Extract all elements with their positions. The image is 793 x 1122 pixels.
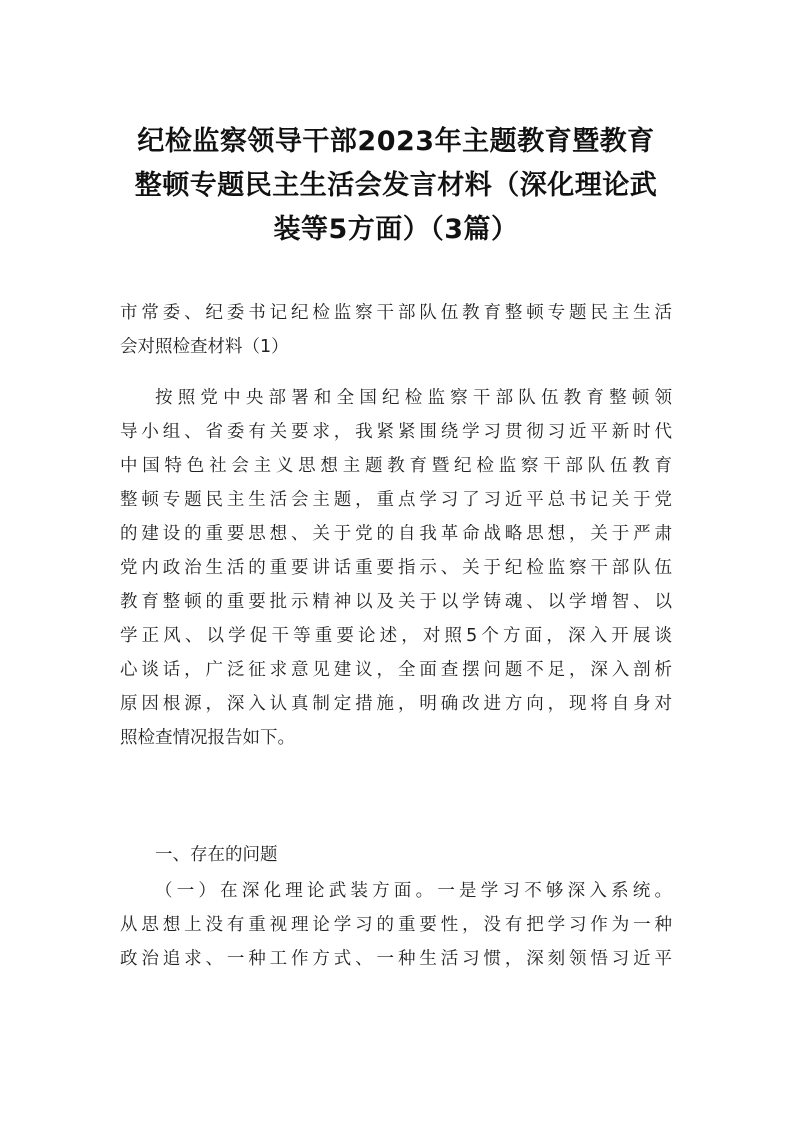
paragraph-1-line: 党内政治生活的重要讲话重要指示、关于纪检监察干部队伍	[120, 558, 672, 578]
paragraph-1-line: 按照党中央部署和全国纪检监察干部队伍教育整顿领	[155, 388, 672, 408]
subtitle-line-1: 市常委、纪委书记纪检监察干部队伍教育整顿专题民主生活	[120, 303, 672, 323]
paragraph-1-line: 心谈话，广泛征求意见建议，全面查摆问题不足，深入剖析	[120, 660, 672, 680]
paragraph-2-line: （一）在深化理论武装方面。一是学习不够深入系统。	[155, 881, 672, 901]
title-line-2: 整顿专题民主生活会发言材料（深化理论武	[134, 170, 658, 201]
paragraph-1-line: 中国特色社会主义思想主题教育暨纪检监察干部队伍教育	[120, 456, 672, 476]
subtitle	[120, 296, 672, 364]
subtitle-line-2: 会对照检查材料（1）	[120, 337, 289, 357]
title-line-1: 纪检监察领导干部2023年主题教育暨教育	[137, 126, 655, 157]
paragraph-1-line: 照检查情况报告如下。	[120, 728, 295, 748]
paragraph-2	[120, 874, 672, 976]
paragraph-1-line: 的建设的重要思想、关于党的自我革命战略思想，关于严肃	[120, 524, 672, 544]
paragraph-1	[120, 381, 672, 755]
paragraph-1-line: 教育整顿的重要批示精神以及关于以学铸魂、以学增智、以	[120, 592, 672, 612]
paragraph-1-line: 整顿专题民主生活会主题，重点学习了习近平总书记关于党	[120, 490, 672, 510]
paragraph-2-line: 从思想上没有重视理论学习的重要性，没有把学习作为一种	[120, 915, 672, 935]
section-heading-block	[120, 838, 672, 872]
paragraph-1-line: 导小组、省委有关要求，我紧紧围绕学习贯彻习近平新时代	[120, 422, 672, 442]
title-line-3: 装等5方面）（3篇）	[273, 214, 519, 245]
paragraph-1-line: 原因根源，深入认真制定措施，明确改进方向，现将自身对	[120, 694, 672, 714]
section-heading: 一、存在的问题	[155, 845, 278, 865]
paragraph-2-line: 政治追求、一种工作方式、一种生活习惯，深刻领悟习近平	[120, 949, 672, 969]
paragraph-1-line: 学正风、以学促干等重要论述，对照5个方面，深入开展谈	[120, 626, 672, 646]
document-title	[118, 120, 674, 252]
